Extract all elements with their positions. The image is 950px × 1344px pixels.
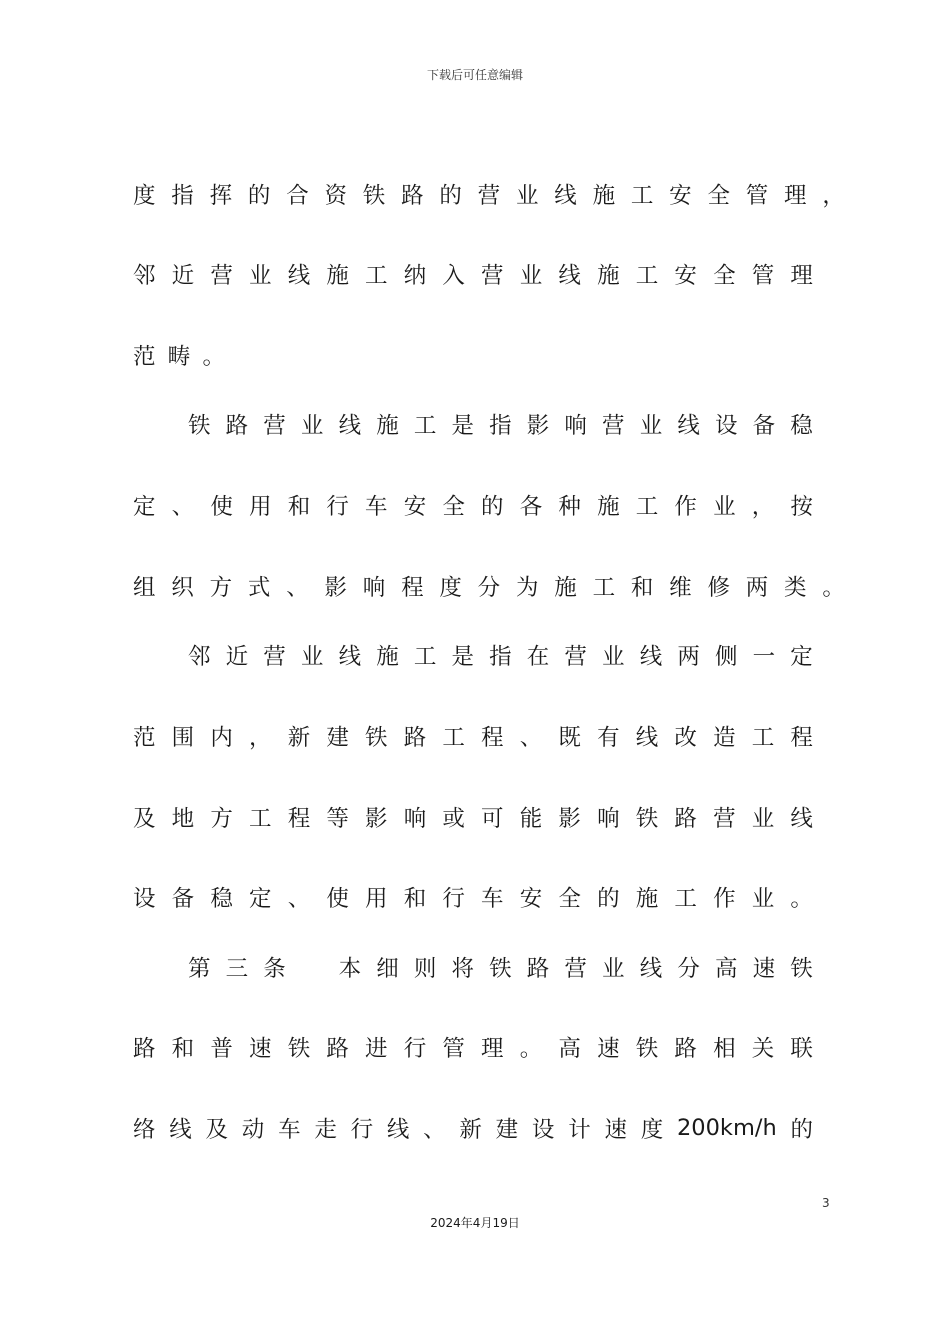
body-line: 设 备 稳 定 、 使 用 和 行 车 安 全 的 施 工 作 业 。: [133, 886, 813, 912]
body-line: 铁 路 营 业 线 施 工 是 指 影 响 营 业 线 设 备 稳: [188, 413, 813, 439]
body-line: 范 围 内 ， 新 建 铁 路 工 程 、 既 有 线 改 造 工 程: [133, 725, 813, 751]
header-note: 下载后可任意编辑: [426, 68, 523, 82]
footer-date: 2024年4月19日: [430, 1216, 520, 1230]
body-line: 邻 近 营 业 线 施 工 是 指 在 营 业 线 两 侧 一 定: [188, 644, 813, 670]
body-line: 范 畴 。: [133, 344, 225, 370]
body-line: 第 三 条 本 细 则 将 铁 路 营 业 线 分 高 速 铁: [188, 956, 813, 982]
body-line: 路 和 普 速 铁 路 进 行 管 理 。 高 速 铁 路 相 关 联: [133, 1036, 813, 1062]
body-line: 组 织 方 式 、 影 响 程 度 分 为 施 工 和 维 修 两 类 。: [133, 575, 845, 601]
body-line: 定 、 使 用 和 行 车 安 全 的 各 种 施 工 作 业 ， 按: [133, 494, 813, 520]
body-line: 邻 近 营 业 线 施 工 纳 入 营 业 线 施 工 安 全 管 理: [133, 263, 813, 289]
body-line: 及 地 方 工 程 等 影 响 或 可 能 影 响 铁 路 营 业 线: [133, 806, 813, 832]
body-line: 度 指 挥 的 合 资 铁 路 的 营 业 线 施 工 安 全 管 理 ，: [133, 183, 845, 209]
page-number: 3: [822, 1196, 830, 1210]
body-line: 络 线 及 动 车 走 行 线 、 新 建 设 计 速 度 200km/h 的: [133, 1115, 813, 1143]
